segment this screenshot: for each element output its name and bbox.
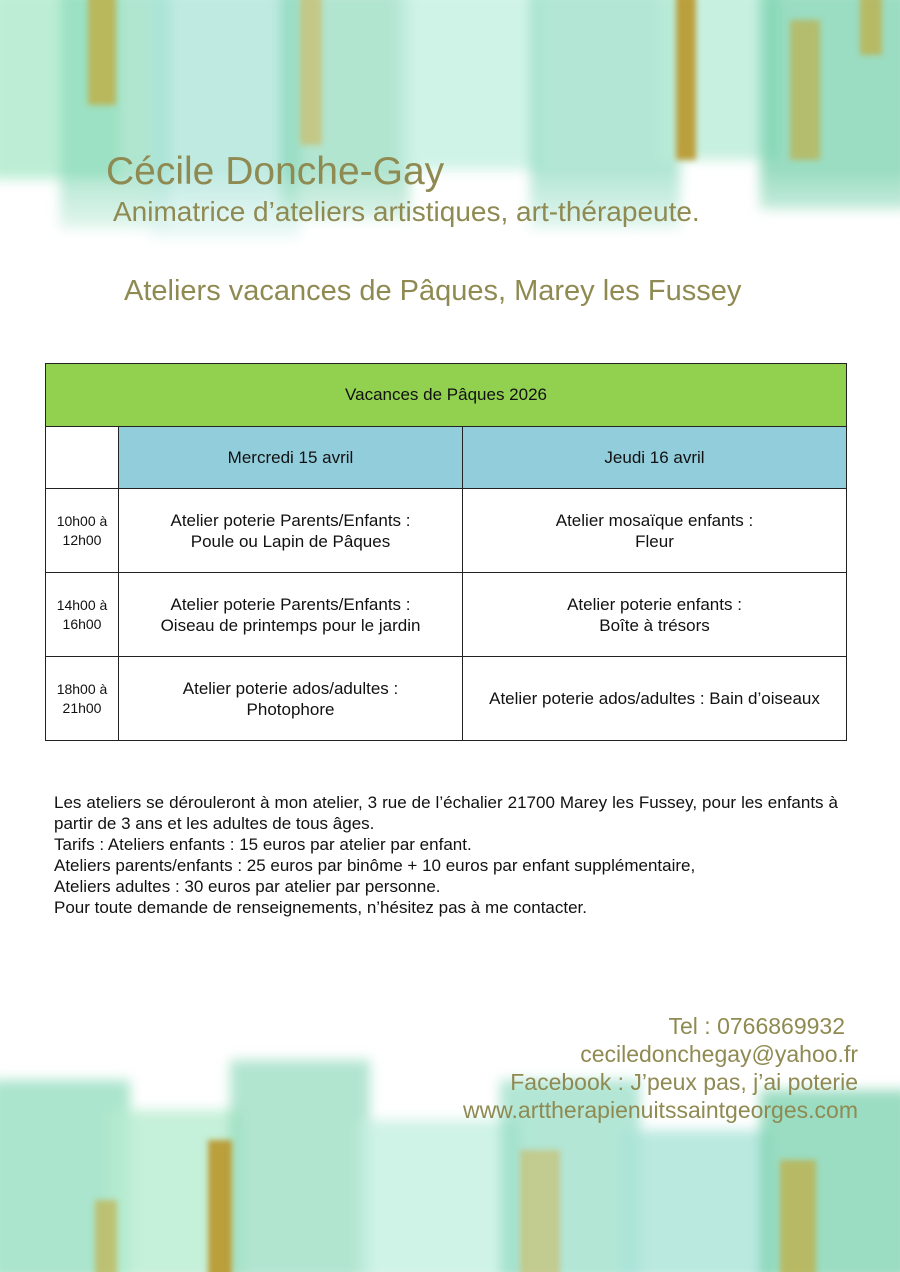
workshop-type: Atelier poterie Parents/Enfants : [170,510,411,530]
time-start: 18h00 à [56,680,108,697]
workshop-cell-thursday [463,489,847,573]
time-end: 12h00 [62,531,102,548]
website-link[interactable]: www.arttherapienuitssaintgeorges.com [462,1097,858,1123]
location-paragraph: Les ateliers se dérouleront à mon atelier, 3 rue de l’échalier 21700 Marey les Fussey, pour les enfants à partir de 3 ans et les adultes de tous âges. [54,793,838,833]
table-row [46,489,847,573]
adults-tarif-line: Ateliers adultes : 30 euros par atelier par personne. [54,877,441,896]
workshop-type: Atelier poterie ados/adultes : Bain d’oiseaux [489,689,820,708]
parents-tarif-line: Ateliers parents/enfants : 25 euros par binôme + 10 euros par enfant supplémentaire, [54,856,696,875]
email-address[interactable]: ceciledonchegay@yahoo.fr [580,1041,858,1067]
author-subtitle: Animatrice d’ateliers artistiques, art-thérapeute. [113,196,700,227]
workshop-type: Atelier poterie ados/adultes : [182,678,399,698]
event-title: Ateliers vacances de Pâques, Marey les Fussey [124,275,742,307]
time-start: 10h00 à [56,512,108,529]
workshop-theme: Boîte à trésors [599,615,710,635]
workshop-type: Atelier poterie Parents/Enfants : [170,594,411,614]
workshop-theme: Oiseau de printemps pour le jardin [160,615,421,635]
workshop-cell-wednesday [119,657,463,741]
workshop-type: Atelier mosaïque enfants : [555,510,754,530]
author-name: Cécile Donche-Gay [106,150,445,193]
phone-number: Tel : 0766869932 [668,1013,845,1039]
contact-block [258,1012,858,1124]
table-row [46,573,847,657]
time-cell [46,657,119,741]
schedule-table [45,363,847,741]
schedule-title: Vacances de Pâques 2026 [46,364,847,427]
workshop-theme: Fleur [635,531,674,551]
workshop-cell-wednesday [119,489,463,573]
table-row [46,657,847,741]
contact-note: Pour toute demande de renseignements, n’hésitez pas à me contacter. [54,898,587,917]
day-thursday: Jeudi 16 avril [463,427,847,489]
time-end: 16h00 [62,615,102,632]
workshop-theme: Photophore [246,699,335,719]
schedule-title-row [46,364,847,427]
workshop-theme: Poule ou Lapin de Pâques [190,531,391,551]
time-start: 14h00 à [56,596,108,613]
info-block [54,792,838,918]
workshop-type: Atelier poterie enfants : [567,594,742,614]
days-row [46,427,847,489]
workshop-cell-thursday [463,657,847,741]
time-cell [46,489,119,573]
workshop-cell-thursday [463,573,847,657]
facebook-page: Facebook : J’peux pas, j’ai poterie [510,1069,858,1095]
day-wednesday: Mercredi 15 avril [119,427,463,489]
tarifs-line: Tarifs : Ateliers enfants : 15 euros par atelier par enfant. [54,835,472,854]
time-cell [46,573,119,657]
time-end: 21h00 [62,699,102,716]
corner-cell [46,427,119,489]
workshop-cell-wednesday [119,573,463,657]
